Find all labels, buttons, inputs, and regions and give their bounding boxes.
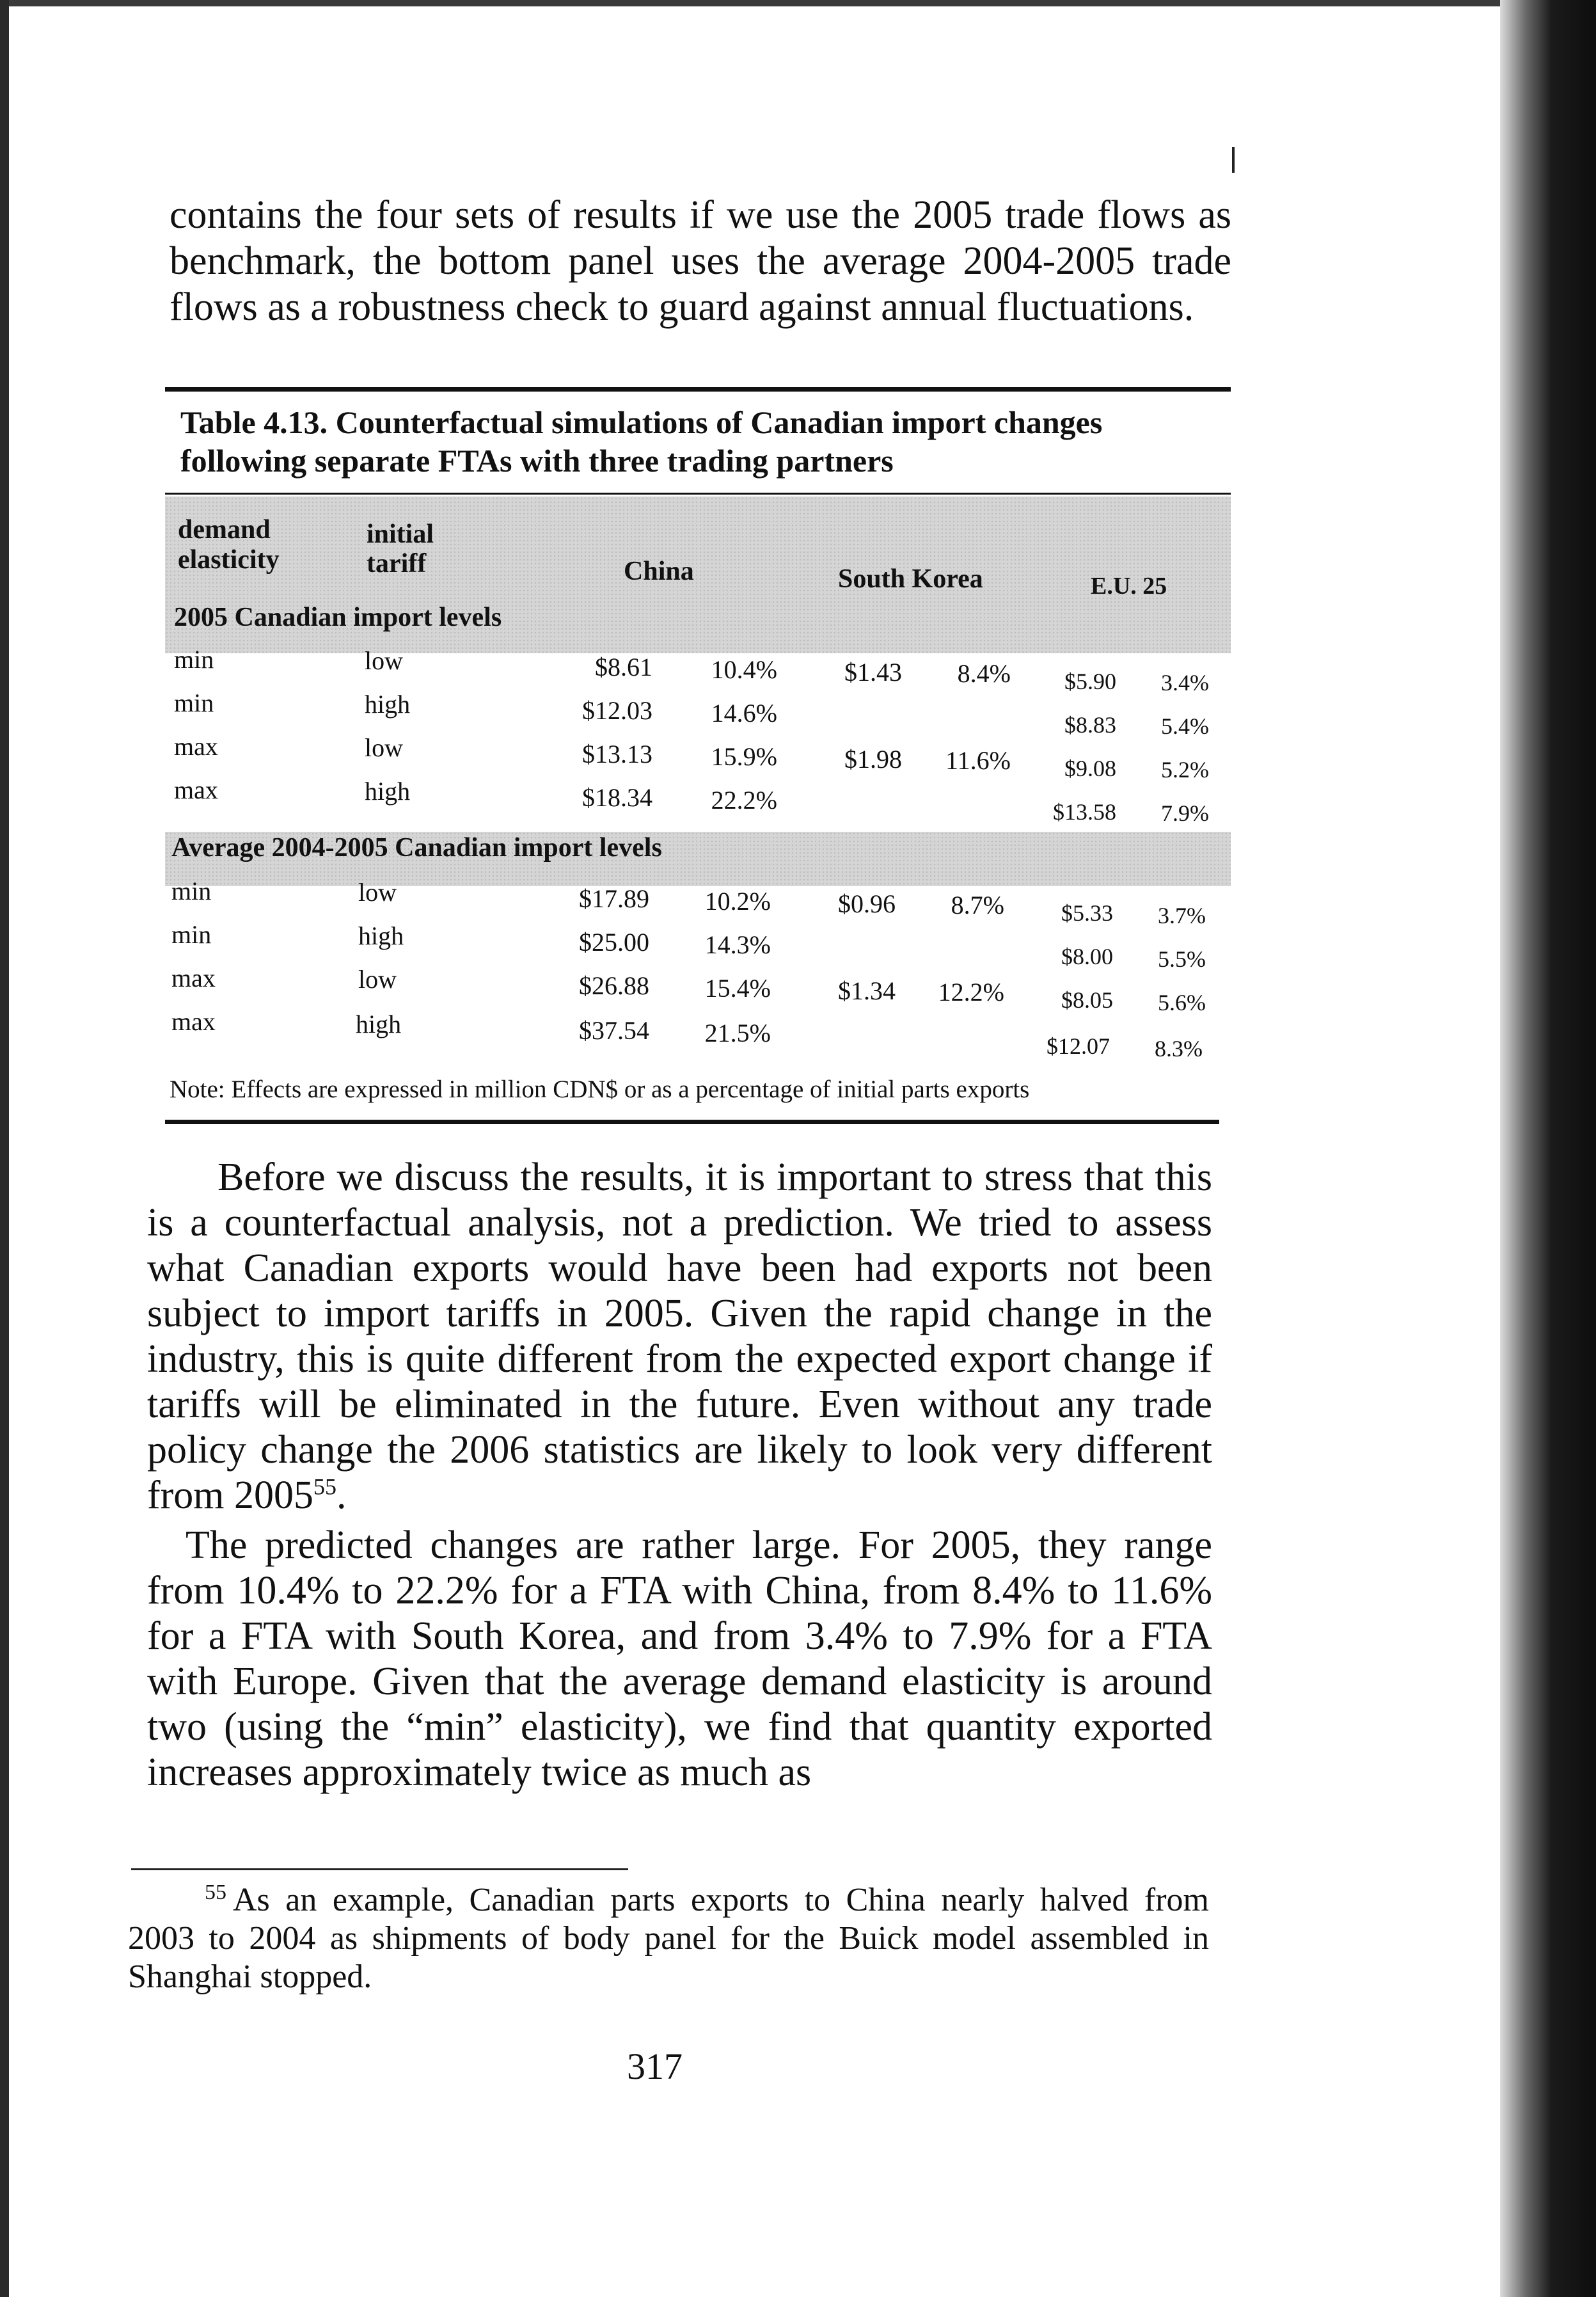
footnote <box>128 1881 1209 1996</box>
korea-pct-cell: 12.2% <box>938 978 1004 1006</box>
paragraph-1-text: Before we discuss the results, it is important to stress that this is a counterfactual analysis, not a prediction. We tried to assess what Canadian exports would have been had exports not been subject to import tariffs in 2005. Given the rapid change in the industry, this is quite different from the expected export change if tariffs will be eliminated in the future. Even without any trade policy change the 2006 statistics are likely to look very different from 2005 <box>147 1156 1212 1517</box>
body-paragraph-2: The predicted changes are rather large. For 2005, they range from 10.4% to 22.2% for a FTA with China, from 8.4% to 11.6% for a FTA with South Korea, and from 3.4% to 7.9% for a FTA with Europe. Given that the average demand elasticity is around two (using the “min” elasticity), we find that quantity exported increases approximately twice as much as <box>147 1523 1212 1794</box>
china-value-cell: $12.03 <box>582 696 652 725</box>
korea-value-cell: $1.43 <box>844 658 902 687</box>
page-margin-mark <box>1232 147 1235 173</box>
korea-value-cell: $1.34 <box>838 976 896 1005</box>
eu-pct-cell: 5.4% <box>1161 713 1209 739</box>
footnote-number: 55 <box>205 1880 226 1904</box>
eu-value-cell: $13.58 <box>1053 799 1116 825</box>
scan-edge-right <box>1500 0 1596 2297</box>
section1-label: 2005 Canadian import levels <box>174 603 502 632</box>
china-value-cell: $17.89 <box>579 884 649 913</box>
china-value-cell: $25.00 <box>579 928 649 957</box>
china-pct-cell: 22.2% <box>711 786 777 815</box>
page-number: 317 <box>627 2046 683 2087</box>
tariff-cell: high <box>358 921 404 950</box>
china-value-cell: $13.13 <box>582 740 652 768</box>
header-tariff-line2: tariff <box>367 549 427 578</box>
eu-pct-cell: 8.3% <box>1155 1036 1203 1061</box>
table-title-line-2: following separate FTAs with three trading partners <box>180 443 894 479</box>
footnote-rule <box>131 1868 628 1870</box>
table-title-line-1: Table 4.13. Counterfactual simulations of Canadian import changes <box>180 404 1103 440</box>
scan-edge-left <box>0 0 9 2297</box>
china-value-cell: $18.34 <box>582 783 652 812</box>
china-pct-cell: 14.6% <box>711 699 777 727</box>
china-value-cell: $8.61 <box>595 653 652 681</box>
tariff-cell: low <box>358 965 397 994</box>
elasticity-cell: max <box>174 732 218 761</box>
eu-value-cell: $8.83 <box>1064 712 1116 738</box>
footnote-reference: 55 <box>313 1474 337 1500</box>
header-china: China <box>624 557 694 586</box>
elasticity-cell: min <box>171 877 212 905</box>
header-demand-line2: elasticity <box>178 545 280 575</box>
section2-label: Average 2004-2005 Canadian import levels <box>171 833 662 862</box>
header-south-korea: South Korea <box>838 564 983 594</box>
elasticity-cell: min <box>174 645 214 674</box>
paragraph-1-end: . <box>336 1474 347 1517</box>
tariff-cell: low <box>365 646 403 675</box>
elasticity-cell: min <box>174 688 214 717</box>
elasticity-cell: min <box>171 920 212 949</box>
china-pct-cell: 10.4% <box>711 655 777 684</box>
eu-value-cell: $8.00 <box>1061 944 1113 969</box>
china-pct-cell: 14.3% <box>704 930 771 959</box>
korea-value-cell: $1.98 <box>844 745 902 774</box>
elasticity-cell: max <box>171 1007 216 1036</box>
eu-value-cell: $9.08 <box>1064 756 1116 781</box>
eu-pct-cell: 5.6% <box>1158 990 1206 1015</box>
eu-pct-cell: 3.4% <box>1161 670 1209 695</box>
korea-pct-cell: 11.6% <box>945 746 1011 775</box>
china-value-cell: $26.88 <box>579 971 649 1000</box>
eu-pct-cell: 5.2% <box>1161 757 1209 783</box>
tariff-cell: low <box>358 878 397 907</box>
elasticity-cell: max <box>171 964 216 992</box>
china-pct-cell: 21.5% <box>704 1019 771 1047</box>
table-bottom-rule <box>165 1120 1219 1124</box>
eu-value-cell: $5.33 <box>1061 900 1113 926</box>
china-value-cell: $37.54 <box>579 1016 649 1045</box>
eu-pct-cell: 7.9% <box>1161 800 1209 826</box>
intro-paragraph: contains the four sets of results if we use the 2005 trade flows as benchmark, the bottom panel uses the average 2004-2005 trade flows as a robustness check to guard against annual fluctuations. <box>170 193 1231 329</box>
eu-value-cell: $8.05 <box>1061 987 1113 1013</box>
table-note: Note: Effects are expressed in million CDN$ or as a percentage of initial parts exports <box>170 1076 1030 1103</box>
china-pct-cell: 10.2% <box>704 887 771 916</box>
china-pct-cell: 15.9% <box>711 742 777 771</box>
table-header-rule <box>165 493 1231 495</box>
eu-value-cell: $5.90 <box>1064 669 1116 694</box>
elasticity-cell: max <box>174 775 218 804</box>
tariff-cell: low <box>365 733 403 762</box>
korea-pct-cell: 8.4% <box>957 659 1011 688</box>
table-title <box>180 403 1217 480</box>
table-top-rule <box>165 387 1231 392</box>
tariff-cell: high <box>365 690 411 719</box>
eu-value-cell: $12.07 <box>1047 1033 1110 1059</box>
scan-edge-top <box>0 0 1596 6</box>
china-pct-cell: 15.4% <box>704 974 771 1003</box>
eu-pct-cell: 3.7% <box>1158 903 1206 928</box>
tariff-cell: high <box>365 777 411 806</box>
header-eu25: E.U. 25 <box>1091 573 1167 600</box>
body-paragraph-1 <box>147 1155 1212 1518</box>
korea-value-cell: $0.96 <box>838 889 896 918</box>
header-demand-line1: demand <box>178 515 271 544</box>
tariff-cell: high <box>356 1010 402 1038</box>
korea-pct-cell: 8.7% <box>951 891 1004 919</box>
footnote-text: As an example, Canadian parts exports to China nearly halved from 2003 to 2004 as shipments of body panel for the Buick model assembled in Shanghai stopped. <box>128 1882 1209 1995</box>
eu-pct-cell: 5.5% <box>1158 946 1206 972</box>
header-tariff-line1: initial <box>367 520 434 549</box>
